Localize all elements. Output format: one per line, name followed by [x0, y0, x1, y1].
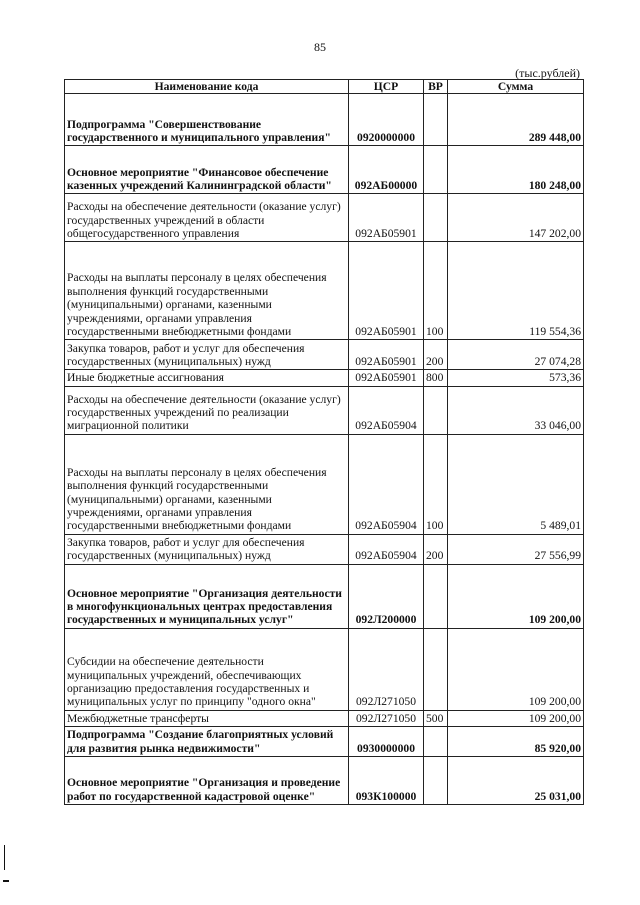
- row-csr: 092АБ05904: [349, 534, 424, 564]
- header-sum: Сумма: [448, 80, 584, 94]
- row-name: Иные бюджетные ассигнования: [65, 370, 349, 386]
- row-sum: 147 202,00: [448, 194, 584, 242]
- table-row: [65, 710, 584, 726]
- row-csr: 092АБ05901: [349, 340, 424, 370]
- row-name: Расходы на обеспечение деятельности (оказание услуг) государственных учреждений в области общегосударственного управления: [65, 194, 349, 242]
- row-vr: [424, 628, 448, 710]
- page-number: 85: [314, 40, 326, 54]
- table-row: [65, 628, 584, 710]
- row-sum: 289 448,00: [448, 94, 584, 146]
- row-name: Закупка товаров, работ и услуг для обеспечения государственных (муниципальных) нужд: [65, 534, 349, 564]
- row-sum: 109 200,00: [448, 564, 584, 628]
- row-csr: 092АБ05901: [349, 370, 424, 386]
- row-sum: 85 920,00: [448, 727, 584, 757]
- row-vr: [424, 94, 448, 146]
- row-csr: 092Л271050: [349, 628, 424, 710]
- row-csr: 092АБ05904: [349, 386, 424, 434]
- table-body: [65, 94, 584, 805]
- row-sum: 119 554,36: [448, 242, 584, 340]
- row-name: Расходы на выплаты персоналу в целях обеспечения выполнения функций государственными (муниципальными) органами, казенными учреждениями, органами управления государственными внебюджетными фондами: [65, 242, 349, 340]
- row-vr: [424, 727, 448, 757]
- row-csr: 092АБ05904: [349, 434, 424, 534]
- table-row: [65, 242, 584, 340]
- row-sum: 180 248,00: [448, 146, 584, 194]
- header-csr: ЦСР: [349, 80, 424, 94]
- table-row: [65, 534, 584, 564]
- table-row: [65, 340, 584, 370]
- row-vr: [424, 386, 448, 434]
- row-sum: 109 200,00: [448, 710, 584, 726]
- margin-mark: [4, 845, 5, 870]
- row-name: Подпрограмма "Создание благоприятных условий для развития рынка недвижимости": [65, 727, 349, 757]
- row-csr: 092АБ05901: [349, 194, 424, 242]
- table-row: [65, 370, 584, 386]
- row-sum: 573,36: [448, 370, 584, 386]
- row-csr: 093К100000: [349, 757, 424, 805]
- row-csr: 092Л200000: [349, 564, 424, 628]
- header-name: Наименование кода: [65, 80, 349, 94]
- row-name: Закупка товаров, работ и услуг для обеспечения государственных (муниципальных) нужд: [65, 340, 349, 370]
- row-name: Основное мероприятие "Организация деятельности в многофункциональных центрах предоставления государственных и муниципальных услуг": [65, 564, 349, 628]
- row-csr: 092Л271050: [349, 710, 424, 726]
- row-vr: [424, 757, 448, 805]
- row-sum: 5 489,01: [448, 434, 584, 534]
- row-csr: 0930000000: [349, 727, 424, 757]
- row-vr: 800: [424, 370, 448, 386]
- row-sum: 109 200,00: [448, 628, 584, 710]
- table-row: [65, 757, 584, 805]
- row-csr: 092АБ05901: [349, 242, 424, 340]
- header-vr: ВР: [424, 80, 448, 94]
- row-name: Основное мероприятие "Организация и проведение работ по государственной кадастровой оценке": [65, 757, 349, 805]
- table-row: [65, 564, 584, 628]
- table-row: [65, 94, 584, 146]
- table-header-row: [65, 80, 584, 94]
- row-sum: 25 031,00: [448, 757, 584, 805]
- row-sum: 27 074,28: [448, 340, 584, 370]
- units-label: (тыс.рублей): [515, 66, 580, 80]
- row-name: Межбюджетные трансферты: [65, 710, 349, 726]
- table-row: [65, 434, 584, 534]
- row-vr: 200: [424, 340, 448, 370]
- row-sum: 33 046,00: [448, 386, 584, 434]
- row-sum: 27 556,99: [448, 534, 584, 564]
- row-name: Расходы на выплаты персоналу в целях обеспечения выполнения функций государственными (муниципальными) органами, казенными учреждениями, органами управления государственными внебюджетными фондами: [65, 434, 349, 534]
- row-vr: 200: [424, 534, 448, 564]
- margin-mark: [3, 880, 9, 882]
- table-row: [65, 146, 584, 194]
- row-name: Субсидии на обеспечение деятельности муниципальных учреждений, обеспечивающих организацию предоставления государственных и муниципальных услуг по принципу "одного окна": [65, 628, 349, 710]
- table-row: [65, 727, 584, 757]
- row-vr: 100: [424, 242, 448, 340]
- row-name: Расходы на обеспечение деятельности (оказание услуг) государственных учреждений по реализации миграционной политики: [65, 386, 349, 434]
- row-vr: [424, 564, 448, 628]
- row-name: Основное мероприятие "Финансовое обеспечение казенных учреждений Калининградской области": [65, 146, 349, 194]
- row-vr: 100: [424, 434, 448, 534]
- row-csr: 0920000000: [349, 94, 424, 146]
- table-row: [65, 194, 584, 242]
- row-name: Подпрограмма "Совершенствование государственного и муниципального управления": [65, 94, 349, 146]
- row-vr: [424, 146, 448, 194]
- row-vr: [424, 194, 448, 242]
- budget-table: [64, 79, 584, 805]
- table-row: [65, 386, 584, 434]
- row-vr: 500: [424, 710, 448, 726]
- row-csr: 092АБ00000: [349, 146, 424, 194]
